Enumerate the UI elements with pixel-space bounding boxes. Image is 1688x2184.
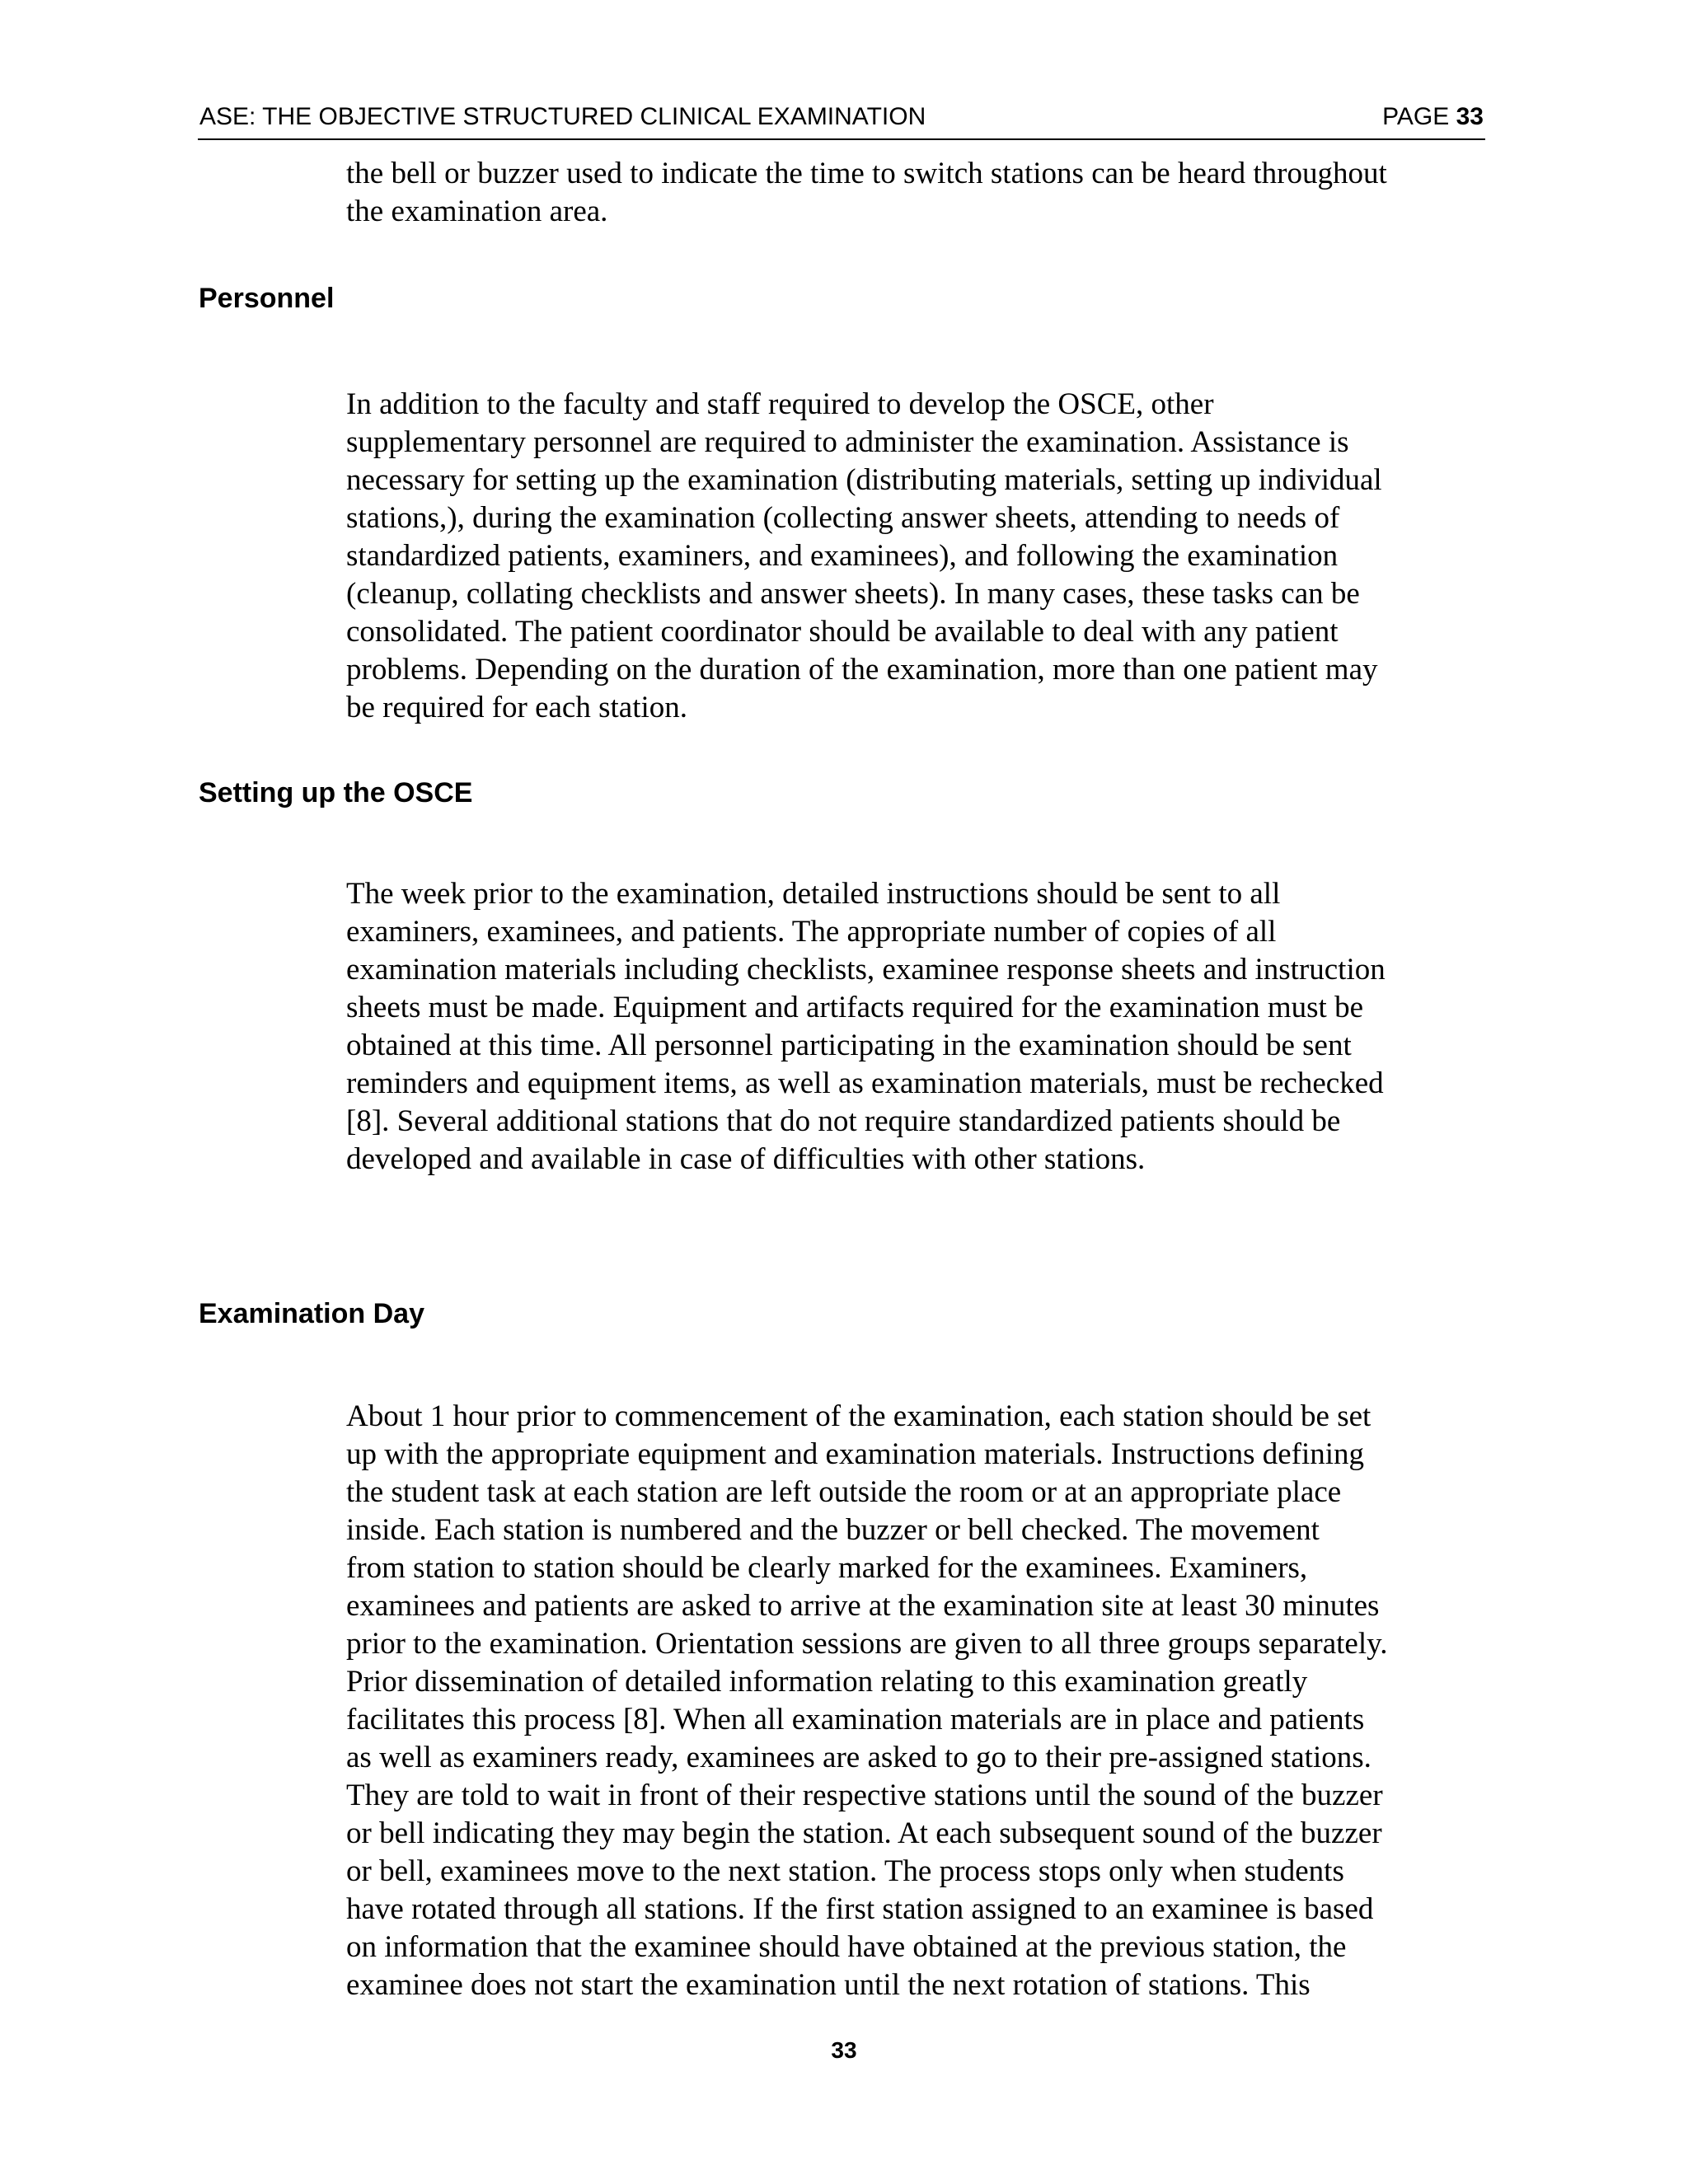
section-paragraph-examination-day: About 1 hour prior to commencement of the examination, each station should be set up with the appropriate equipment and examination materials. Instructions defining the student task at each station are left outside the room or at an appropriate place inside. Each station is numbered and the buzzer or bell checked. The movement from station to station should be clearly marked for the examinees. Examiners, examinees and patients are asked to arrive at the examination site at least 30 minutes prior to the examination. Orientation sessions are given to all three groups separately. Prior dissemination of detailed information relating to this examination greatly facilitates this process [8]. When all examination materials are in place and patients as well as examiners ready, examinees are asked to go to their pre-assigned stations. They are told to wait in front of their respective stations until the sound of the buzzer or bell indicating they may begin the station. At each subsequent sound of the buzzer or bell, examinees move to the next station. The process stops only when students have rotated through all stations. If the first station assigned to an examinee is based on information that the examinee should have obtained at the previous station, the examinee does not start the examination until the next rotation of stations. This [346,1399,1388,2002]
running-header [198,96,1485,140]
header-page-number: 33 [1456,103,1484,130]
section-paragraph-setting-up: The week prior to the examination, detailed instructions should be sent to all examiners, examinees, and patients. The appropriate number of copies of all examination materials including checklists, examinee response sheets and instruction sheets must be made. Equipment and artifacts required for the examination must be obtained at this time. All personnel participating in the examination should be sent reminders and equipment items, as well as examination materials, must be rechecked [8]. Several additional stations that do not require standardized patients should be developed and available in case of difficulties with other stations. [346,877,1386,1176]
header-page-word: PAGE [1382,103,1450,130]
continued-paragraph: the bell or buzzer used to indicate the time to switch stations can be heard throughout the examination area. [346,157,1387,228]
section-heading-personnel: Personnel [199,283,335,314]
header-page-label [1382,96,1484,138]
section-heading-setting-up: Setting up the OSCE [199,777,473,808]
section-heading-examination-day: Examination Day [199,1298,424,1329]
header-title: ASE: THE OBJECTIVE STRUCTURED CLINICAL EXAMINATION [199,103,926,130]
section-paragraph-personnel: In addition to the faculty and staff required to develop the OSCE, other supplementary personnel are required to administer the examination. Assistance is necessary for setting up the examination (distributing materials, setting up individual stations,), during the examination (collecting answer sheets, attending to needs of standardized patients, examiners, and examinees), and following the examination (cleanup, collating checklists and answer sheets). In many cases, these tasks can be consolidated. The patient coordinator should be available to deal with any patient problems. Depending on the duration of the examination, more than one patient may be required for each station. [346,387,1382,724]
footer-page-number: 33 [831,2037,857,2063]
